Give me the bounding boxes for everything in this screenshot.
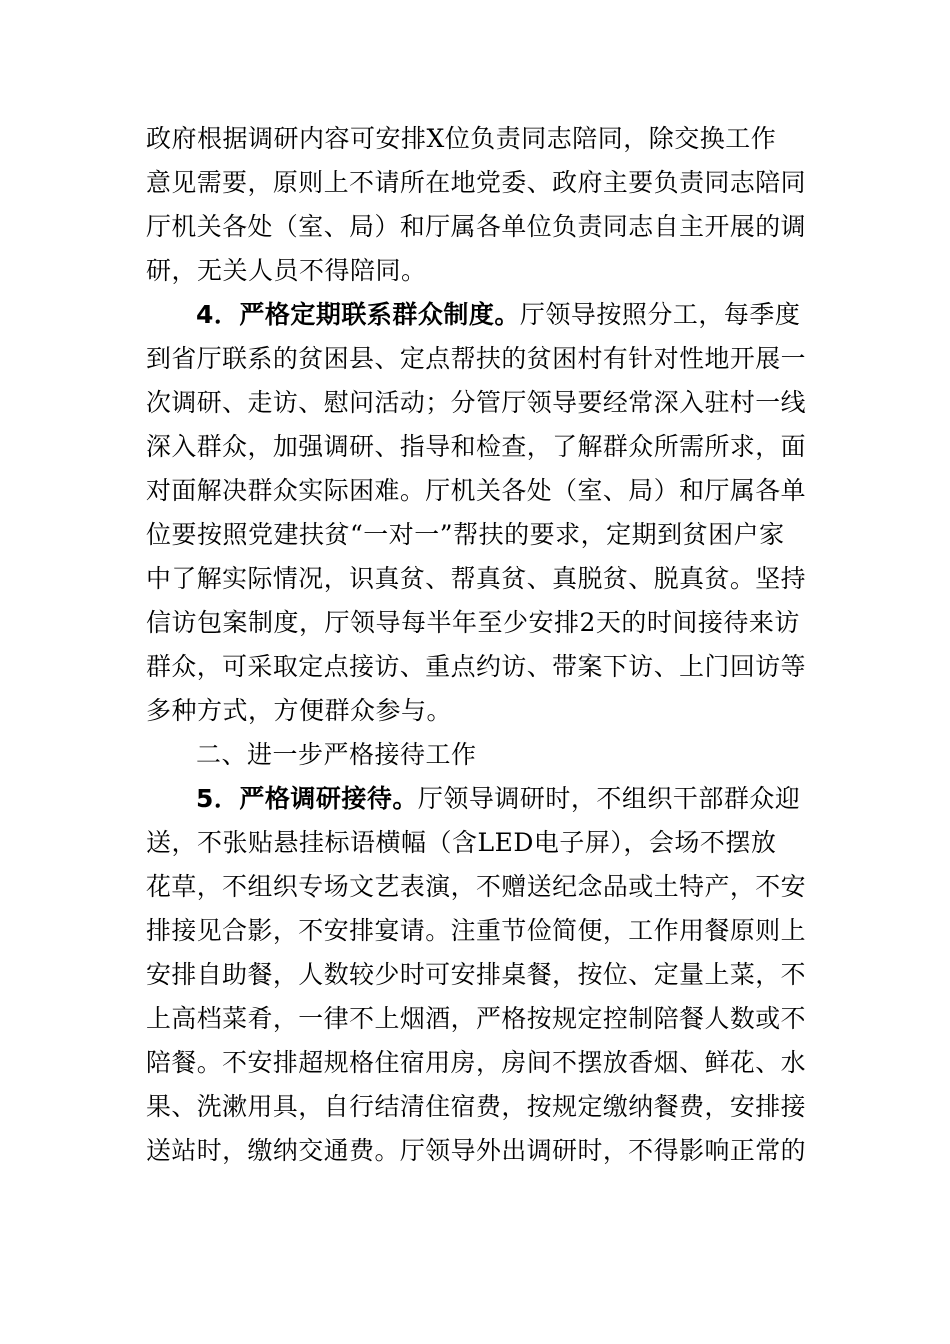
text-line: 对面解决群众实际困难。厅机关各处（室、局）和厅属各单 bbox=[146, 476, 807, 505]
text-line: 中了解实际情况，识真贫、帮真贫、真脱贫、脱真贫。坚持 bbox=[146, 564, 807, 593]
text-line: 厅机关各处（室、局）和厅属各单位负责同志自主开展的调 bbox=[146, 212, 807, 241]
text-line: 多种方式，方便群众参与。 bbox=[146, 696, 453, 725]
text-line: 研，无关人员不得陪同。 bbox=[146, 256, 427, 285]
paragraph-4-first-line bbox=[196, 300, 800, 330]
text-line: 次调研、走访、慰问活动；分管厅领导要经常深入驻村一线 bbox=[146, 388, 807, 417]
text-line: 排接见合影，不安排宴请。注重节俭简便，工作用餐原则上 bbox=[146, 916, 807, 945]
text-line: 送站时，缴纳交通费。厅领导外出调研时，不得影响正常的 bbox=[146, 1136, 807, 1165]
text-line: 位要按照党建扶贫“一对一”帮扶的要求，定期到贫困户家 bbox=[146, 520, 785, 549]
text-line: 政府根据调研内容可安排X位负责同志陪同，除交换工作 bbox=[146, 124, 777, 153]
text-line: 信访包案制度，厅领导每半年至少安排2天的时间接待来访 bbox=[146, 608, 800, 637]
section-5-title: 5．严格调研接待。 bbox=[196, 784, 418, 813]
paragraph-5-first-line bbox=[196, 784, 800, 814]
text-line: 意见需要，原则上不请所在地党委、政府主要负责同志陪同 bbox=[146, 168, 807, 197]
text-line: 群众，可采取定点接访、重点约访、带案下访、上门回访等 bbox=[146, 652, 807, 681]
text-line: 到省厅联系的贫困县、定点帮扶的贫困村有针对性地开展一 bbox=[146, 344, 807, 373]
text-span: 厅领导按照分工，每季度 bbox=[519, 300, 801, 329]
text-line: 花草，不组织专场文艺表演，不赠送纪念品或土特产，不安 bbox=[146, 872, 807, 901]
text-line: 上高档菜肴，一律不上烟酒，严格按规定控制陪餐人数或不 bbox=[146, 1004, 807, 1033]
text-line: 陪餐。不安排超规格住宿用房，房间不摆放香烟、鲜花、水 bbox=[146, 1048, 807, 1077]
text-line: 安排自助餐，人数较少时可安排桌餐，按位、定量上菜，不 bbox=[146, 960, 807, 989]
section-heading: 二、进一步严格接待工作 bbox=[196, 740, 477, 769]
text-line: 送，不张贴悬挂标语横幅（含LED电子屏），会场不摆放 bbox=[146, 828, 777, 857]
text-line: 果、洗漱用具，自行结清住宿费，按规定缴纳餐费，安排接 bbox=[146, 1092, 807, 1121]
section-4-title: 4．严格定期联系群众制度。 bbox=[196, 300, 520, 329]
text-span: 厅领导调研时，不组织干部群众迎 bbox=[417, 784, 801, 813]
text-line: 深入群众，加强调研、指导和检查，了解群众所需所求，面 bbox=[146, 432, 807, 461]
